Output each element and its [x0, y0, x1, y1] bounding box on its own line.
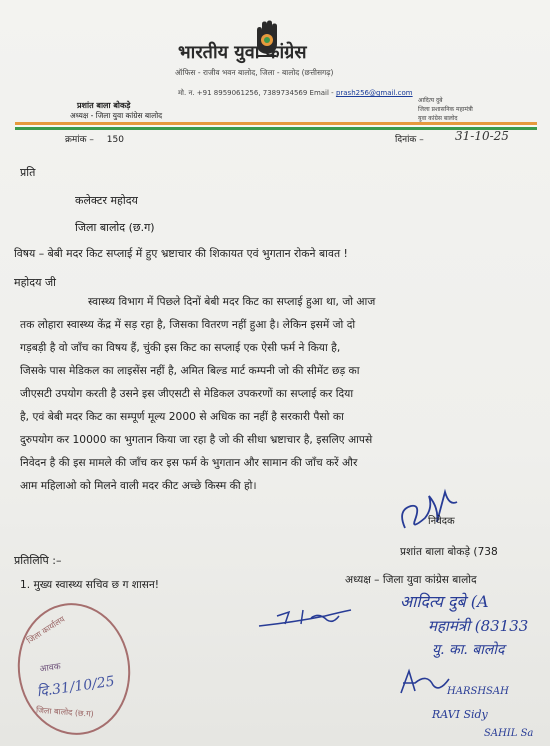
handwritten-line-2: महामंत्री (83133: [428, 617, 529, 635]
date-label: दिनांक –: [395, 135, 424, 145]
recipient-line-2: जिला बालोद (छ.ग): [75, 221, 155, 234]
body-line: दुरुपयोग कर 10000 का भुगतान किया जा रहा है जो की सीधा भ्रष्टाचार है, इसलिए आपसे: [20, 433, 373, 446]
body-line: गड़बड़ी है वो जाँच का विषय हैं, चुंकी इस किट का सप्लाई एक ऐसी फर्म ने किया है,: [20, 341, 341, 354]
secretary-name: आदित्य दुबे: [418, 97, 443, 104]
organization-name: भारतीय युवा कांग्रेस: [178, 42, 307, 63]
stamp-line-3: जिला बालोद (छ.ग): [35, 705, 95, 719]
signatory-role: अध्यक्ष – जिला युवा कांग्रेस बालोद: [345, 574, 477, 586]
body-paragraph: [20, 290, 532, 497]
body-line: स्वास्थ्य विभाग में पिछले दिनों बेबी मदर किट का सप्लाई हुआ था, जो आज: [88, 295, 376, 308]
reference-label: क्रमांक –: [65, 135, 94, 145]
subject-line: विषय – बेबी मदर किट सप्लाई में हुए भ्रष्टाचार की शिकायत एवं भुगतान रोकने बावत !: [14, 247, 348, 260]
nivedak-label: निवेदक: [428, 516, 455, 527]
received-stamp: [9, 596, 138, 742]
contact-line: [178, 89, 413, 98]
prati-label: प्रति: [20, 166, 36, 179]
handwritten-line-1: आदित्य दुबे (A: [400, 592, 489, 611]
office-address: ऑफिस - राजीव भवन बालोद, जिला - बालोद (छत्तीसगढ़): [175, 68, 334, 77]
handwritten-name-3: SAHIL Sa: [484, 728, 534, 739]
copy-label: प्रतिलिपि :–: [14, 554, 62, 567]
president-role: अध्यक्ष - जिला युवा कांग्रेस बालोद: [70, 111, 163, 120]
body-line: आम महिलाओ को मिलने वाली मदर कीट अच्छे किस्म की हो।: [20, 479, 257, 492]
stamp-line-2: आवक: [39, 661, 62, 675]
handwritten-line-3: यु. का. बालोद: [432, 642, 505, 658]
body-line: जीएसटी उपयोग करती है उसने इस जीएसटी से मेडिकल उपकरणों का सप्लाई कर दिया: [20, 387, 354, 400]
contact-numbers: मो. न. +91 8959061256, 7389734569 Email -: [178, 89, 334, 97]
copy-item-1: 1. मुख्य स्वास्थ्य सचिव छ ग शासन!: [20, 579, 160, 591]
president-name: प्रशांत बाला बोकड़े: [77, 101, 131, 110]
reference-number: [65, 132, 124, 145]
signatory-name: प्रशांत बाला बोकड़े (738: [400, 546, 498, 558]
handwritten-signature-middle: [255, 602, 365, 632]
body-line: निवेदन है की इस मामले की जाँच कर इस फर्म के भुगतान और सामान की जाँच करें और: [20, 456, 358, 469]
salutation: महोदय जी: [14, 276, 56, 289]
handwritten-name-2: RAVI Sidy: [432, 708, 488, 721]
body-line: तक लोहारा स्वास्थ्य केंद्र में सड़ रहा है, जिसका वितरण नहीं हुआ है। लेकिन इसमें जो दो: [20, 318, 356, 331]
reference-value: 150: [106, 135, 124, 145]
secretary-organization: युवा कांग्रेस बालोद: [418, 115, 458, 122]
email-address: prash256@gmail.com: [335, 89, 413, 97]
recipient-line-1: कलेक्टर महोदय: [75, 194, 138, 207]
stamp-line-1: जिला कार्यालय: [25, 614, 67, 646]
date-value: 31-10-25: [455, 129, 509, 143]
body-line: जिसके पास मेडिकल का लाइसेंस नहीं है, अमित बिल्ड मार्ट कम्पनी जो की सीमेंट छड़ का: [20, 364, 360, 377]
handwritten-signature-lower: [395, 665, 455, 697]
body-line: है, एवं बेबी मदर किट का सम्पूर्ण मूल्य 2000 से अधिक का नहीं है सरकारी पैसो का: [20, 410, 344, 423]
stamp-date: दि.31/10/25: [35, 673, 116, 701]
handwritten-name-1: HARSHSAH: [447, 686, 509, 697]
secretary-designation: जिला प्रशासनिक महामंत्री: [418, 106, 473, 113]
